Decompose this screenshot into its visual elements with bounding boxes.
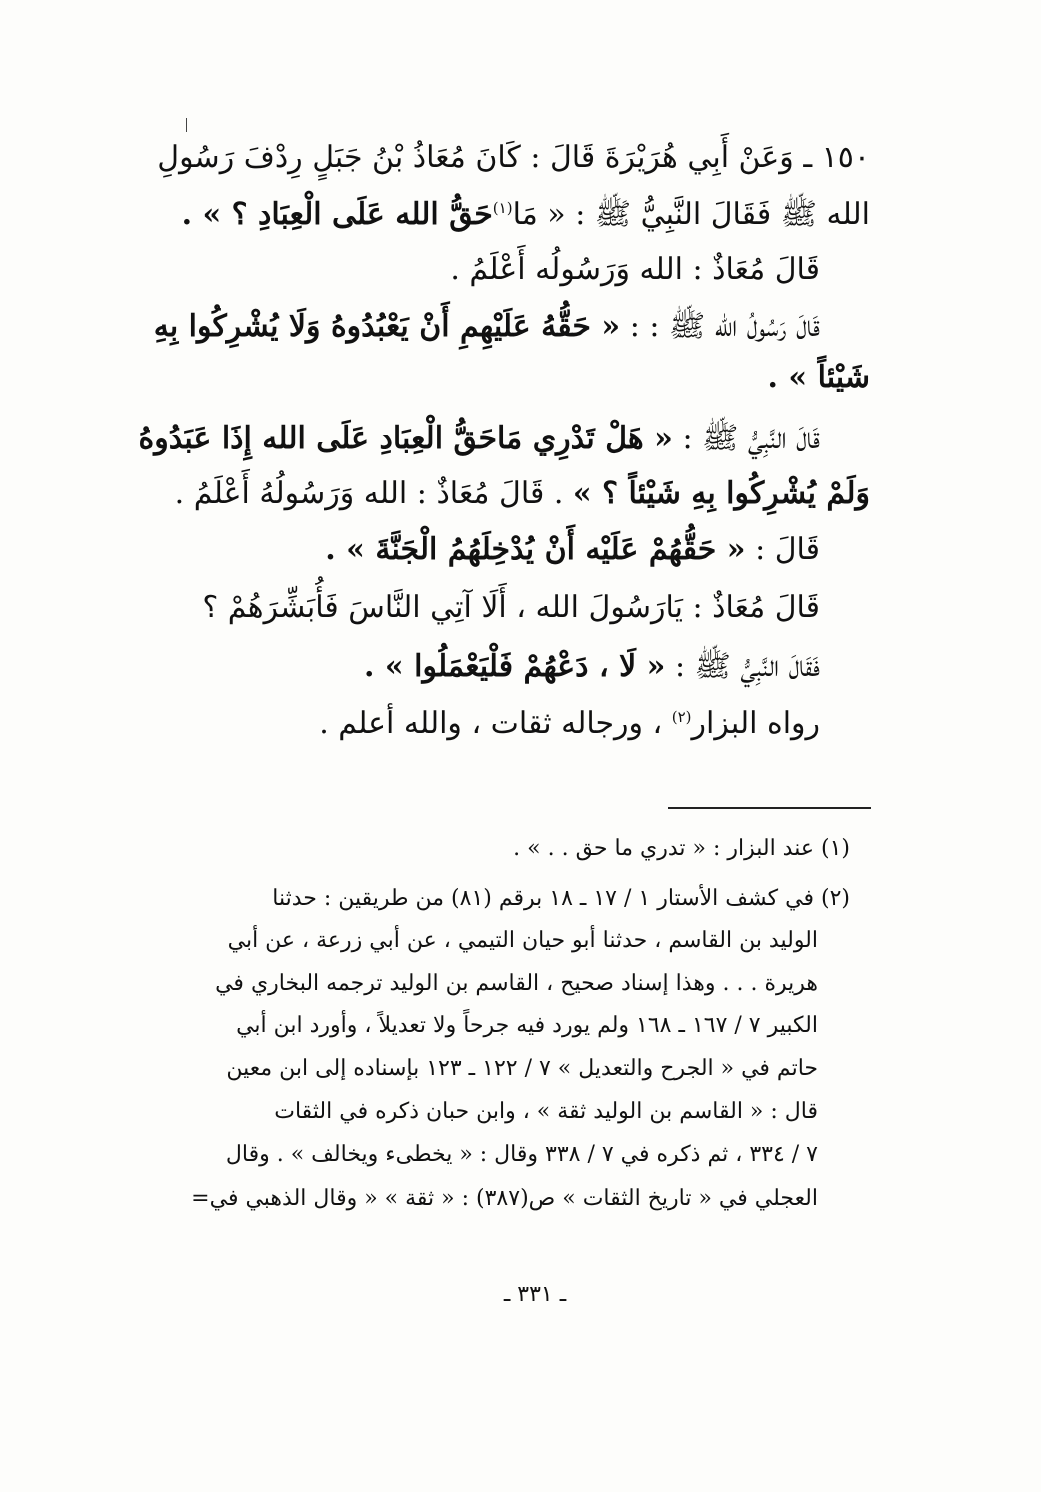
footnote-2-line-4: الكبير ٧ / ١٦٧ ـ ١٦٨ ولم يورد فيه جرحاً ولا تعديلاً ، وأورد ابن أبي xyxy=(236,1013,818,1038)
hadith-line-4 xyxy=(154,308,820,351)
footnote-2-line-7: ٧ / ٣٣٤ ، ثم ذكره في ٧ / ٣٣٨ وقال : « يخطىء ويخالف » . وقال xyxy=(225,1142,818,1167)
hadith-line-8 xyxy=(325,532,820,567)
hadith-line-4-start: قَالَ رَسُولُ الله ﷺ : : xyxy=(620,309,820,344)
footnote-1: (١) عند البزار : « تدري ما حق . . » . xyxy=(513,836,850,861)
hadith-line-7-quote: وَلَمْ يُشْرِكُوا بِهِ شَيْئاً ؟ » xyxy=(572,476,870,511)
hadith-line-10 xyxy=(364,648,820,691)
hadith-line-8-start: قَالَ : xyxy=(745,532,820,567)
hadith-line-8-quote: « حَقُّهُمْ عَلَيْه أَنْ يُدْخِلَهُمُ الْجَنَّةَ » . xyxy=(325,532,746,567)
hadith-line-6-start: قَالَ النَّبِيُّ ﷺ : xyxy=(672,421,820,456)
hadith-line-7-end: . قَالَ مُعَاذٌ : الله وَرَسُولُهُ أَعْلَمُ . xyxy=(174,476,573,511)
hadith-line-9: قَالَ مُعَاذٌ : يَارَسُولَ الله ، أَلَا آتِي النَّاسَ فَأُبَشِّرَهُمْ ؟ xyxy=(202,590,820,625)
hadith-line-11-end: ، ورجاله ثقات ، والله أعلم . xyxy=(319,706,672,741)
hadith-line-4-quote: « حَقُّهُ عَلَيْهِمِ أَنْ يَعْبُدُوهُ وَلَا يُشْرِكُوا بِهِ xyxy=(153,309,621,344)
hadith-line-1: ١٥٠ ـ وَعَنْ أَبِي هُرَيْرَةَ قَالَ : كَانَ مُعَاذُ بْنُ جَبَلٍ رِدْفَ رَسُولِ xyxy=(157,140,870,175)
hadith-line-7 xyxy=(175,476,870,511)
hadith-line-2-start: الله ﷺ فَقَالَ النَّبِيُّ ﷺ : « مَا xyxy=(512,197,870,232)
hadith-line-11-start: رواه البزار xyxy=(691,706,820,741)
hadith-line-10-start: فَقَالَ النَّبِيُّ ﷺ : xyxy=(665,649,820,684)
footnote-2-line-8: العجلي في « تاريخ الثقات » ص(٣٨٧) : « ثقة » « وقال الذهبي في= xyxy=(191,1186,818,1211)
margin-tick xyxy=(186,118,187,132)
hadith-line-3: قَالَ مُعَاذٌ : الله وَرَسُولُه أَعْلَمُ . xyxy=(450,252,820,287)
footnote-marker-1: (١) xyxy=(492,199,513,217)
hadith-line-11 xyxy=(319,706,820,741)
page-number: ـ ٣٣١ ـ xyxy=(503,1282,567,1307)
hadith-line-5: شَيْئاً » . xyxy=(767,360,870,395)
hadith-line-10-quote: « لَا ، دَعْهُمْ فَلْيَعْمَلُوا » . xyxy=(364,649,666,684)
hadith-line-2-quote: حَقُّ الله عَلَى الْعِبَادِ ؟ » . xyxy=(181,197,493,232)
footnote-2-line-1: (٢) في كشف الأستار ١ / ١٧ ـ ١٨ برقم (٨١) من طريقين : حدثنا xyxy=(272,886,850,911)
hadith-line-6-quote: « هَلْ تَدْرِي مَاحَقُّ الْعِبَادِ عَلَى الله إِذَا عَبَدُوهُ xyxy=(138,421,673,456)
footnote-2-line-6: قال : « القاسم بن الوليد ثقة » ، وابن حبان ذكره في الثقات xyxy=(274,1099,818,1124)
footnote-2-line-5: حاتم في « الجرح والتعديل » ٧ / ١٢٢ ـ ١٢٣ بإسناده إلى ابن معين xyxy=(226,1056,818,1081)
footnote-separator xyxy=(668,807,871,809)
footnote-2-line-2: الوليد بن القاسم ، حدثنا أبو حيان التيمي ، عن أبي زرعة ، عن أبي xyxy=(227,928,818,953)
hadith-line-6 xyxy=(138,420,820,463)
footnote-marker-2: (٢) xyxy=(671,708,692,726)
hadith-line-2 xyxy=(182,196,870,239)
footnote-2-line-3: هريرة . . . وهذا إسناد صحيح ، القاسم بن الوليد ترجمه البخاري في xyxy=(215,971,818,996)
